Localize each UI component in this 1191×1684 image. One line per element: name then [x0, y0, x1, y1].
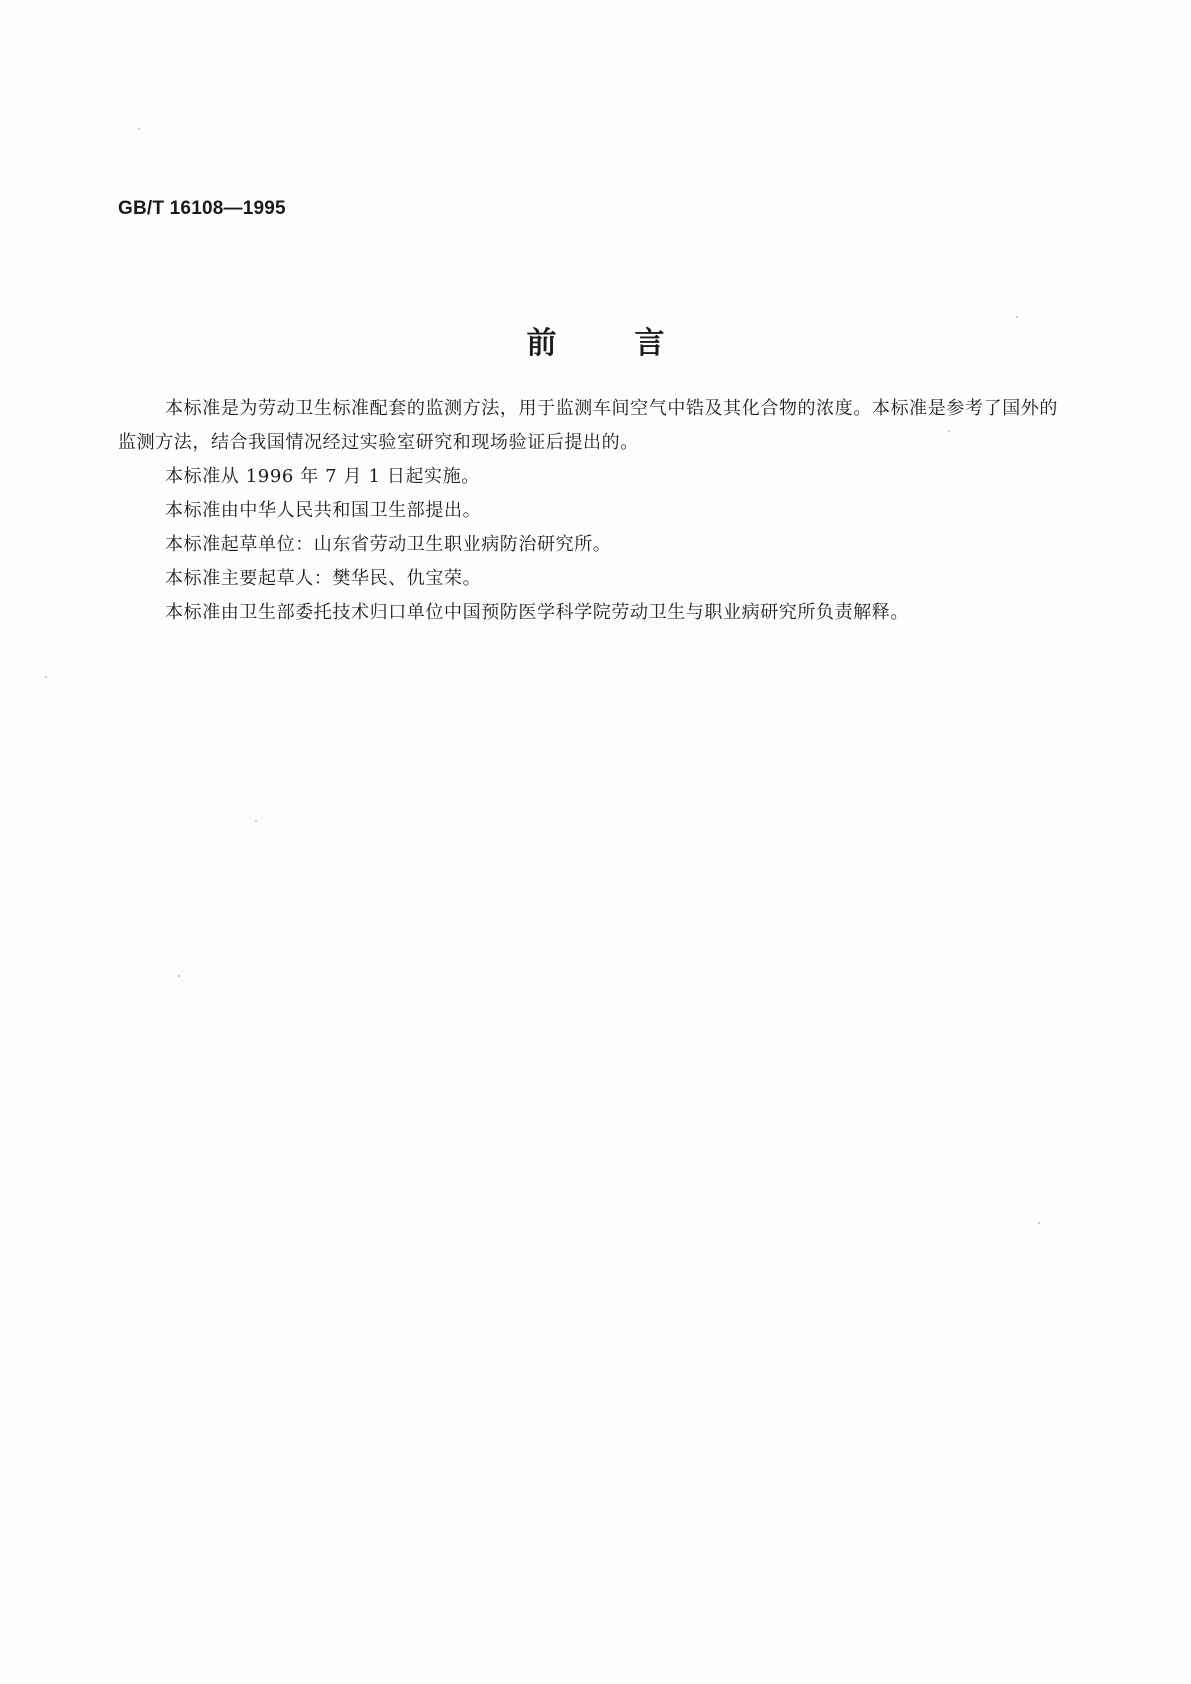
foreword-body [118, 392, 1058, 630]
paragraph-interpretation: 本标准由卫生部委托技术归口单位中国预防医学科学院劳动卫生与职业病研究所负责解释。 [165, 602, 909, 623]
section-title: 前言 [526, 326, 743, 361]
scan-speck [178, 975, 180, 977]
scan-speck [1038, 1222, 1040, 1224]
paragraph-drafters: 本标准主要起草人：樊华民、仇宝荣。 [165, 568, 482, 589]
paragraph-proposer: 本标准由中华人民共和国卫生部提出。 [165, 500, 482, 521]
scan-speck [138, 128, 140, 130]
scan-speck [1016, 316, 1018, 318]
paragraph-effective-date: 本标准从 1996 年 7 月 1 日起实施。 [165, 466, 480, 487]
standard-code: GB/T 16108—1995 [118, 198, 286, 219]
paragraph-purpose: 本标准是为劳动卫生标准配套的监测方法，用于监测车间空气中锆及其化合物的浓度。本标准是参考了国外的监测方法，结合我国情况经过实验室研究和现场验证后提出的。 [118, 398, 1058, 453]
scan-speck [45, 676, 47, 678]
scan-speck [255, 820, 257, 822]
scan-speck [948, 430, 950, 432]
paragraph-drafting-unit: 本标准起草单位：山东省劳动卫生职业病防治研究所。 [165, 534, 612, 555]
